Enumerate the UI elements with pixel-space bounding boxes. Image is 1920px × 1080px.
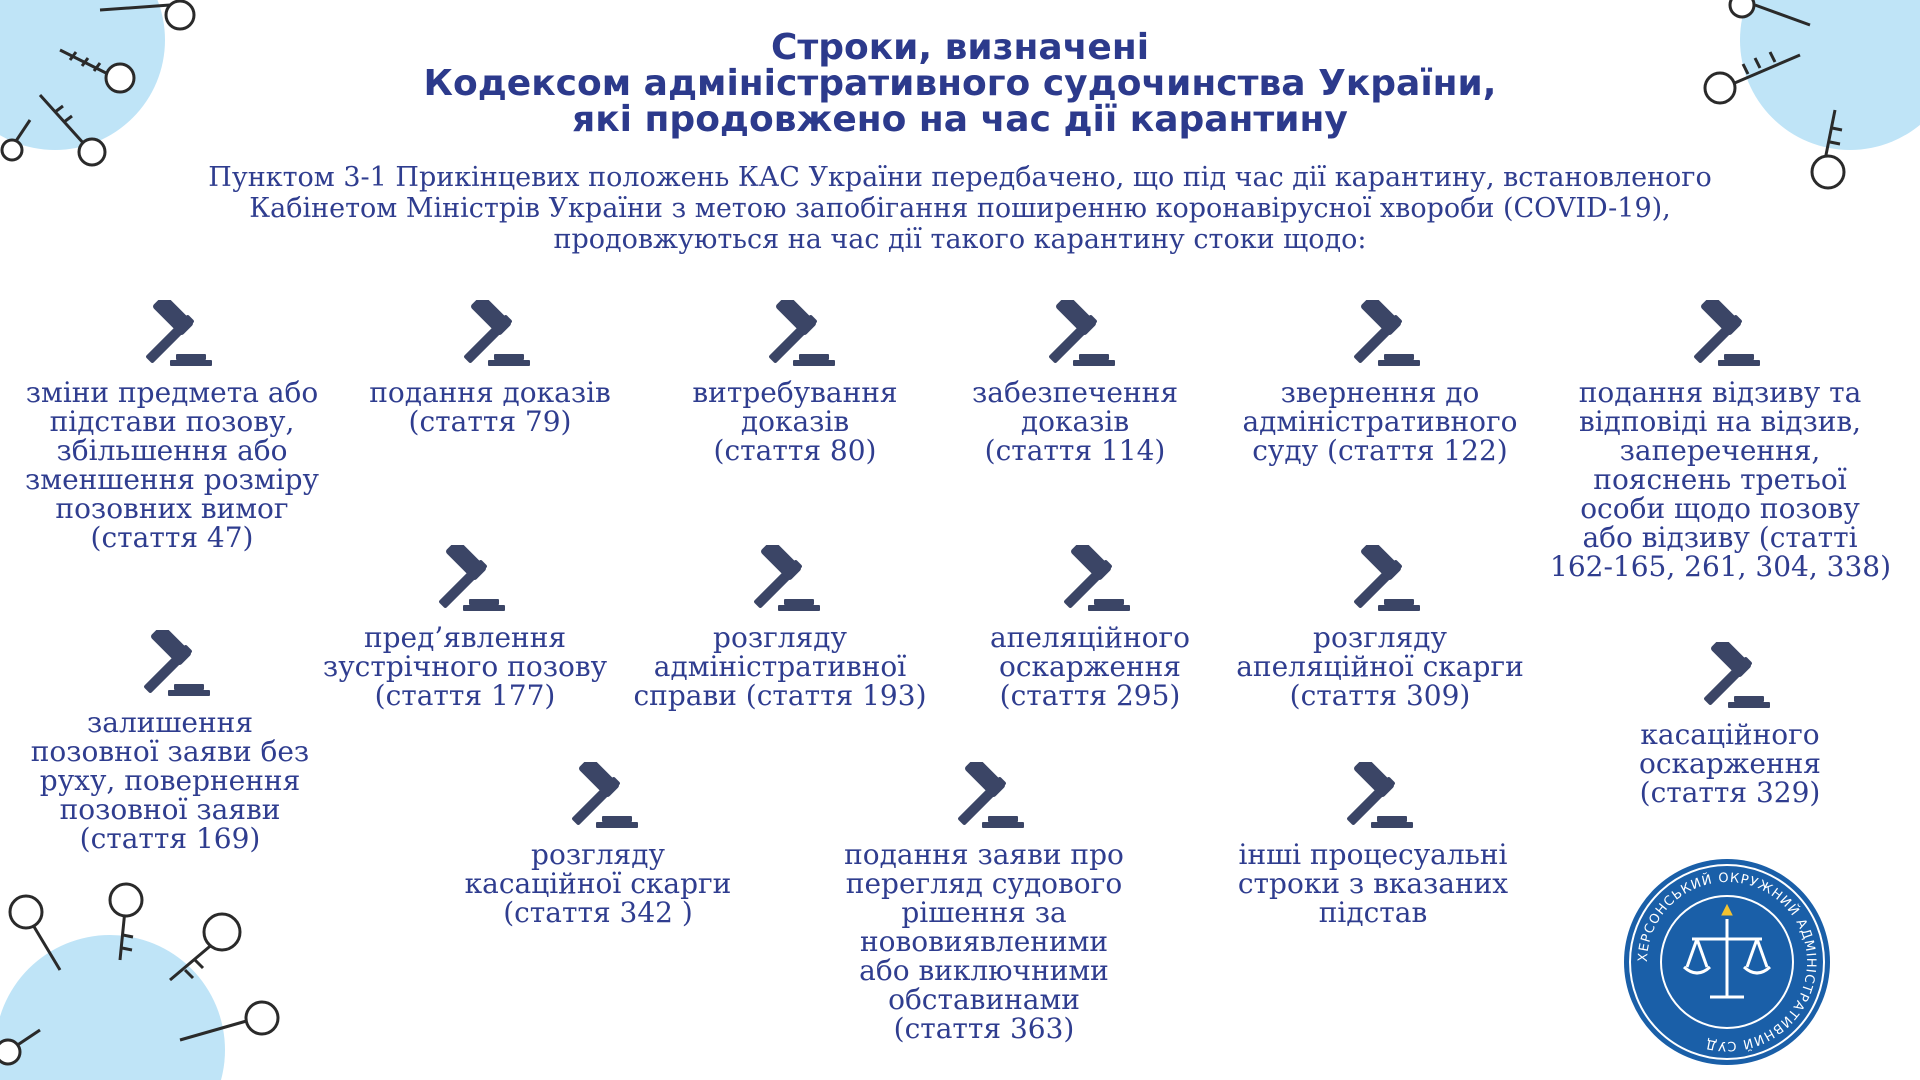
gavel-icon <box>1678 300 1762 370</box>
title-line: які продовжено на час дії карантину <box>572 99 1348 140</box>
list-item <box>814 762 1154 1043</box>
title-line: Кодексом адміністративного судочинства України, <box>423 63 1497 104</box>
intro-line: Кабінетом Міністрів України з метою запобігання поширенню коронавірусної хвороби (COVID-19), <box>249 193 1671 224</box>
gavel-icon <box>128 630 212 700</box>
gavel-icon <box>130 300 214 370</box>
gavel-icon <box>556 762 640 832</box>
item-label: розгляду касаційної скарги (стаття 342 ) <box>464 838 732 929</box>
item-label: апеляційного оскарження (стаття 295) <box>989 621 1191 712</box>
list-item <box>0 630 340 853</box>
list-item <box>2 300 342 552</box>
list-item <box>1210 545 1550 710</box>
seal-ring-text: ХЕРСОНСЬКИЙ ОКРУЖНИЙ АДМІНІСТРАТИВНИЙ СУД <box>1635 870 1819 1054</box>
item-label: забезпечення доказів (стаття 114) <box>972 376 1178 467</box>
intro-paragraph <box>0 162 1920 255</box>
gavel-icon <box>1331 762 1415 832</box>
gavel-icon <box>1688 642 1772 712</box>
item-label: касаційного оскарження (стаття 329) <box>1639 718 1821 809</box>
item-label: подання заяви про перегляд судового рішення за нововиявленими або виключними обставинами (стаття 363) <box>844 838 1124 1045</box>
item-label: розгляду адміністративної справи (стаття 193) <box>633 621 927 712</box>
gavel-icon <box>1033 300 1117 370</box>
list-item <box>1210 300 1550 465</box>
page-title <box>0 27 1920 140</box>
list-item <box>920 545 1260 710</box>
gavel-icon <box>1338 545 1422 615</box>
title-line: Строки, визначені <box>770 27 1150 68</box>
gavel-icon <box>1048 545 1132 615</box>
list-item <box>428 762 768 927</box>
item-label: звернення до адміністративного суду (стаття 122) <box>1242 376 1518 467</box>
item-label: пред’явлення зустрічного позову (стаття 177) <box>322 621 608 712</box>
intro-line: продовжуються на час дії такого карантину стоки щодо: <box>553 224 1367 255</box>
item-label: зміни предмета або підстави позову, збільшення або зменшення розміру позовних вимог (стаття 47) <box>25 376 319 554</box>
gavel-icon <box>423 545 507 615</box>
list-item <box>320 300 660 436</box>
list-item <box>610 545 950 710</box>
gavel-icon <box>738 545 822 615</box>
gavel-icon <box>1338 300 1422 370</box>
item-label: подання відзиву та відповіді на відзив, заперечення, пояснень третьої особи щодо позову або відзиву (статті 162-165, 261, 304, 338) <box>1550 376 1892 583</box>
item-label: розгляду апеляційної скарги (стаття 309) <box>1236 621 1524 712</box>
gavel-icon <box>448 300 532 370</box>
list-item <box>295 545 635 710</box>
gavel-icon <box>942 762 1026 832</box>
court-seal-logo <box>1622 857 1832 1067</box>
item-label: витребування доказів (стаття 80) <box>692 376 898 467</box>
list-item <box>1550 300 1890 581</box>
intro-line: Пунктом 3-1 Прикінцевих положень КАС України передбачено, що під час дії карантину, встановленого <box>208 162 1712 193</box>
virus-decoration-bottom-left <box>0 880 300 1080</box>
item-label: подання доказів (стаття 79) <box>369 376 611 438</box>
item-label: залишення позовної заяви без руху, повернення позовної заяви (стаття 169) <box>30 706 310 855</box>
list-item <box>905 300 1245 465</box>
list-item <box>1203 762 1543 927</box>
item-label: інші процесуальні строки з вказаних підстав <box>1237 838 1509 929</box>
gavel-icon <box>753 300 837 370</box>
list-item <box>1560 642 1900 807</box>
